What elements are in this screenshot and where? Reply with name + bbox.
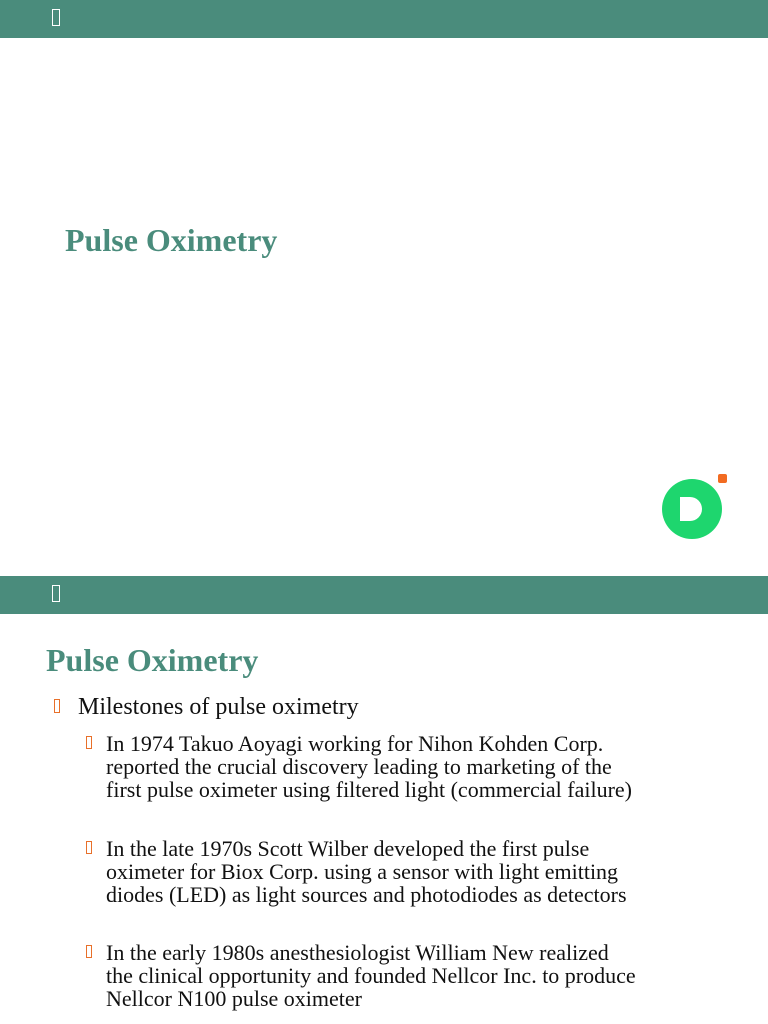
title-slide-heading: Pulse Oximetry: [65, 222, 278, 258]
bullet-marker-icon: [86, 841, 92, 854]
content-slide: [0, 576, 768, 1024]
sub-bullet-item: [106, 941, 636, 1010]
sub-bullet-item: [106, 837, 636, 906]
bullet-text: Milestones of pulse oximetry: [78, 694, 359, 720]
bullet-marker-icon: [86, 945, 92, 958]
bullet-marker-icon: [54, 699, 60, 713]
bullet-item: [78, 694, 359, 721]
sub-bullet-text: In the late 1970s Scott Wilber developed the first pulse oximeter for Biox Corp. using a sensor with light emitting diodes (LED) as light sources and photodiodes as detectors: [106, 836, 627, 907]
company-logo-icon: [660, 472, 730, 542]
sub-bullet-item: [106, 732, 636, 801]
bullet-marker-icon: [86, 736, 92, 749]
missing-glyph-icon: [52, 585, 60, 602]
sub-bullet-text: In the early 1980s anesthesiologist William New realized the clinical opportunity and founded Nellcor Inc. to produce Nellcor N100 pulse oximeter: [106, 940, 636, 1011]
sub-bullet-text: In 1974 Takuo Aoyagi working for Nihon Kohden Corp. reported the crucial discovery leading to marketing of the first pulse oximeter using filtered light (commercial failure): [106, 731, 632, 802]
slide-header-bar: [0, 576, 768, 614]
missing-glyph-icon: [52, 9, 60, 26]
logo-orange-dot: [718, 474, 727, 483]
content-slide-heading: Pulse Oximetry: [46, 642, 259, 678]
slide-header-bar: [0, 0, 768, 38]
